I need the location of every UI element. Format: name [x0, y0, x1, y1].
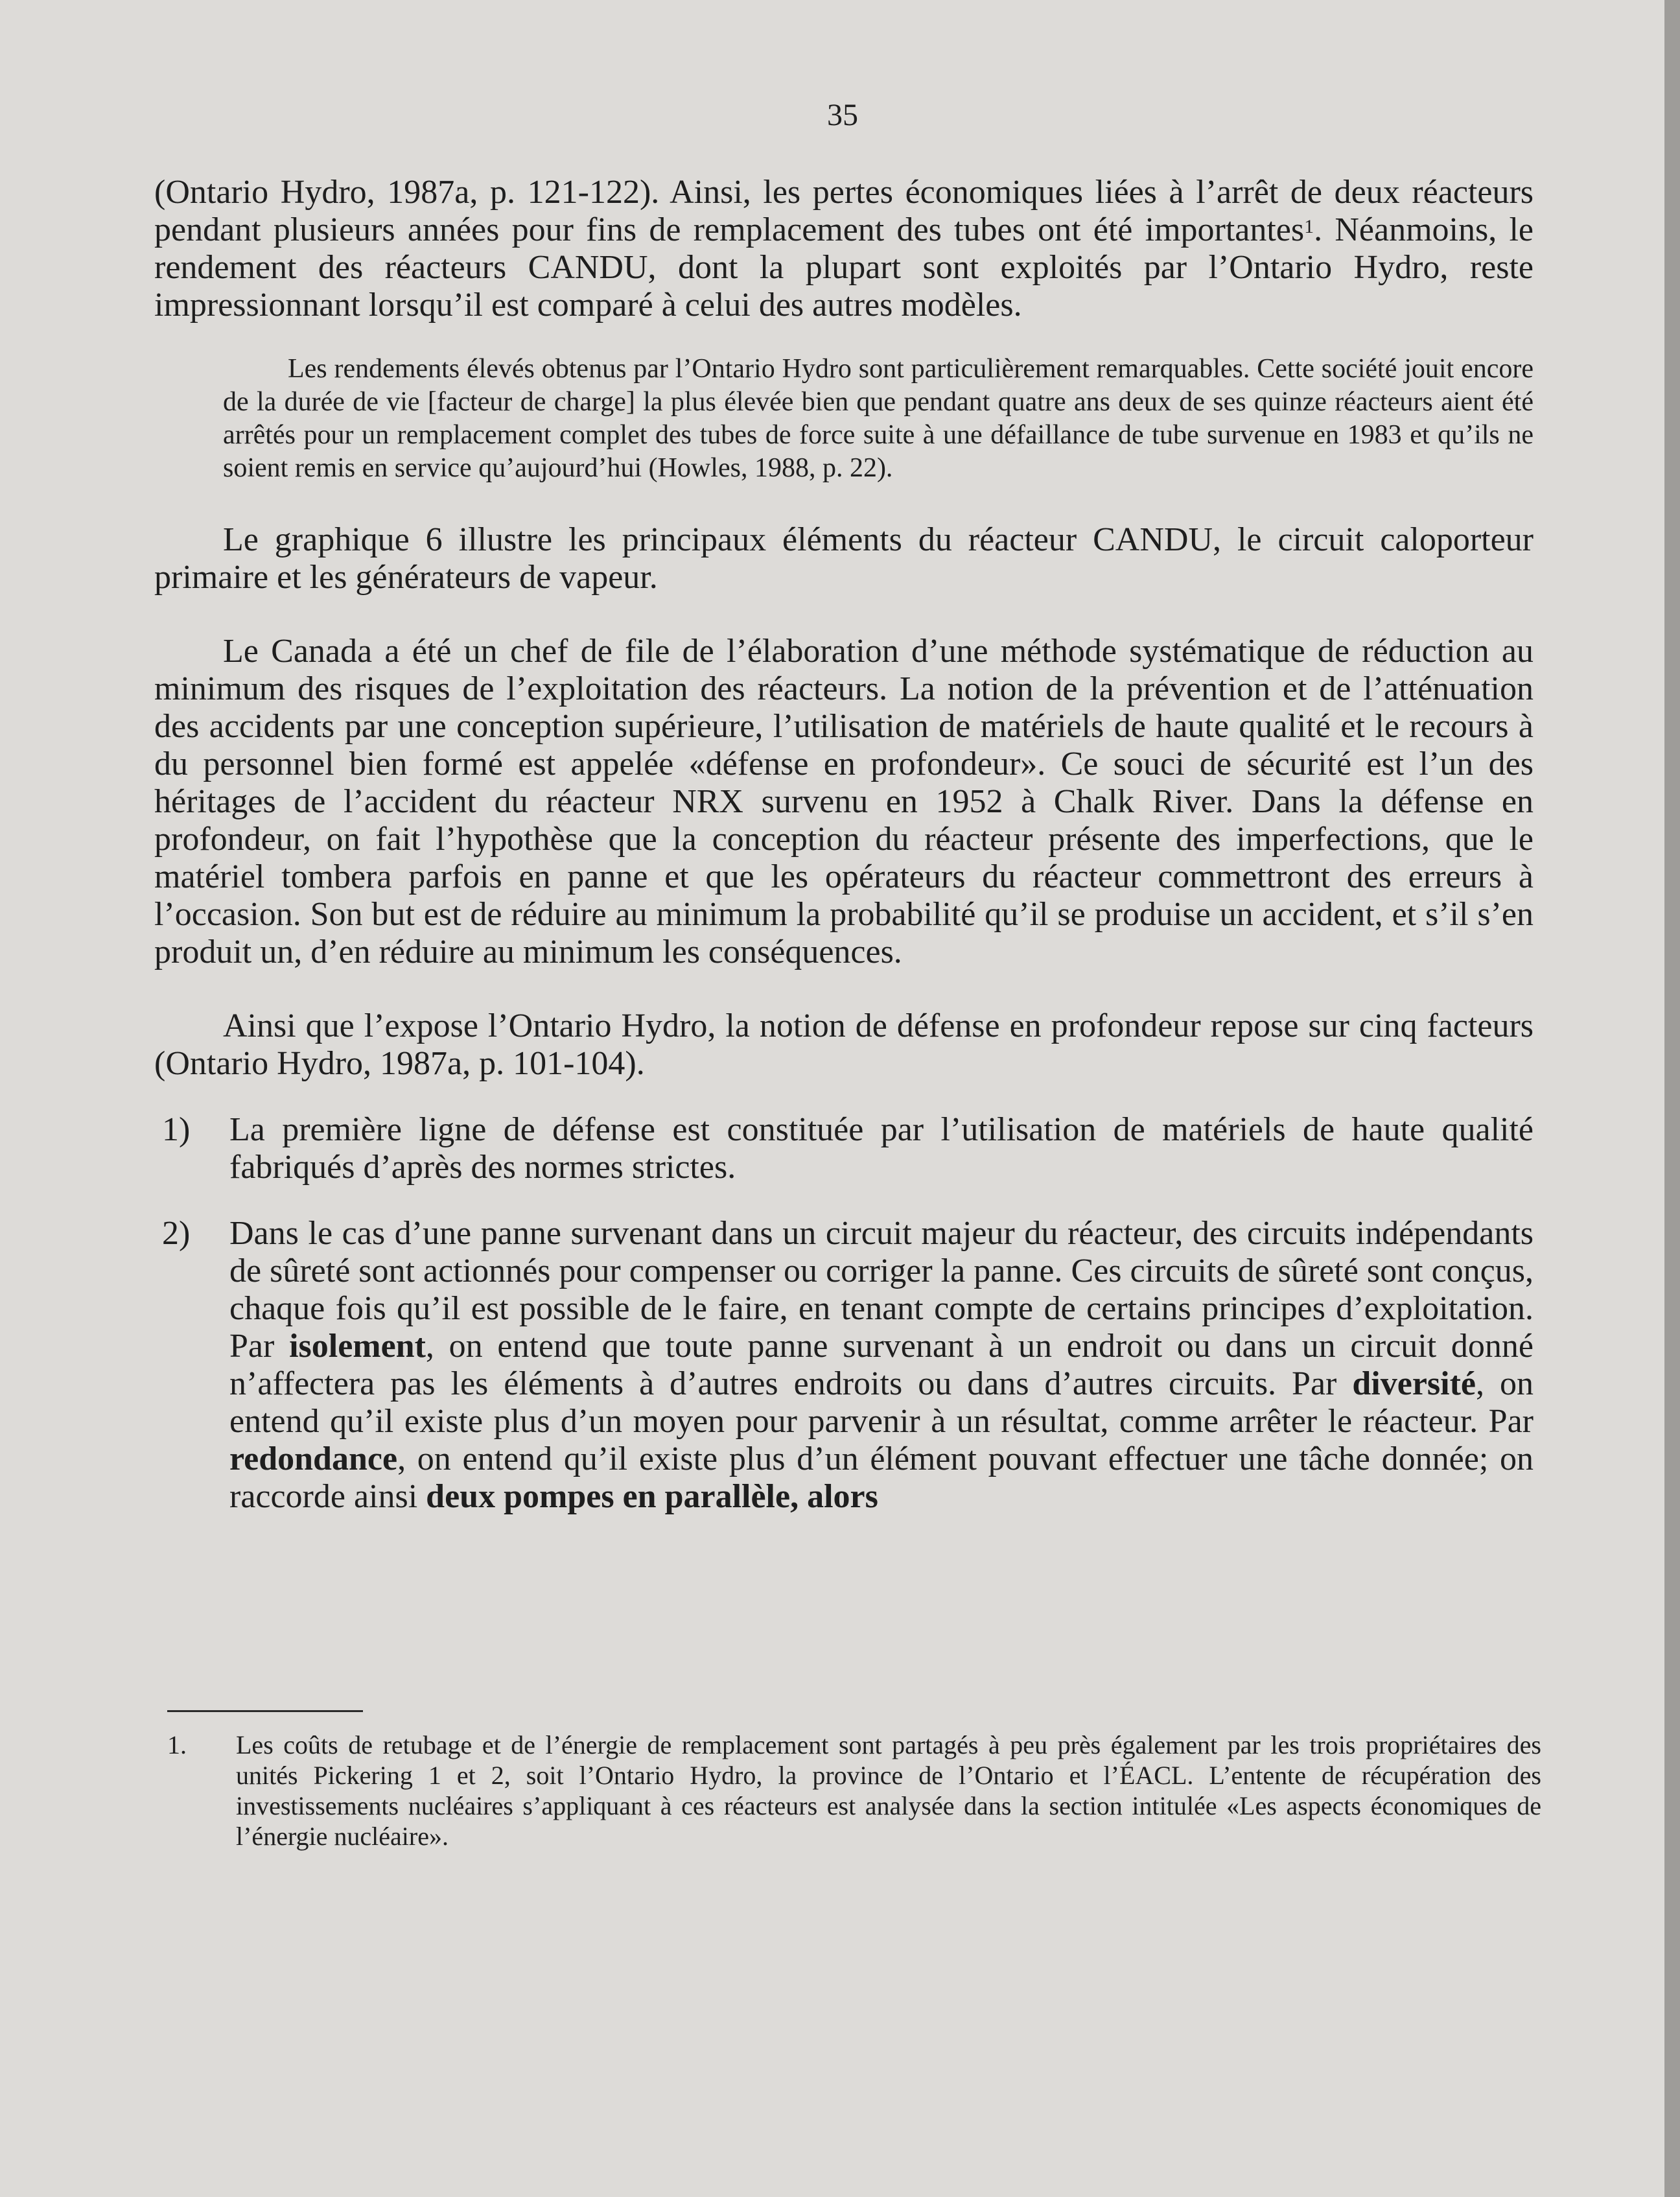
page-edge-shadow: [1664, 0, 1680, 2197]
list-item-2: [154, 1215, 1534, 1516]
list-item-2-number: 2): [162, 1215, 191, 1252]
page-number: 35: [827, 98, 858, 132]
paragraph-3: Le Canada a été un chef de file de l’élaboration d’une méthode systématique de réduction au minimum des risques de l’exploitation des réacteurs. La notion de la prévention et de l’atténuation des accidents par une conception supérieure, l’utilisation de matériels de haute qualité et le recours à du personnel bien formé est appelée «défense en profondeur». Ce souci de sécurité est l’un des héritages de l’accident du réacteur NRX survenu en 1952 à Chalk River. Dans la défense en profondeur, on fait l’hypothèse que la conception du réacteur présente des imperfections, que le matériel tombera parfois en panne et que les opérateurs du réacteur commettront des erreurs à l’occasion. Son but est de réduire au minimum la probabilité qu’il se produise un accident, et s’il s’en produit un, d’en réduire au minimum les conséquences.: [154, 633, 1534, 970]
list-item-2-text-4: , on entend qu’il existe plus d’un élément pouvant effectuer une tâche donnée; on raccorde ainsi: [229, 1440, 1534, 1515]
list-item-2-text-1: Dans le cas d’une panne survenant dans un circuit majeur du réacteur, des circuits indépendants de sûreté sont actionnés pour compenser ou corriger la panne. Ces circuits de sûreté sont conçus, chaque fois qu’il est possible de le faire, en tenant compte de certains principes d’exploitation. Par: [229, 1215, 1534, 1365]
paragraph-2: Le graphique 6 illustre les principaux éléments du réacteur CANDU, le circuit caloporteur primaire et les générateurs de vapeur.: [154, 521, 1534, 596]
term-pompes-paralleles: deux pompes en parallèle, alors: [426, 1478, 878, 1515]
list-item-2-text-2: , on entend que toute panne survenant à un endroit ou dans un circuit donné n’affectera pas les éléments à d’autres endroits ou dans d’autres circuits. Par: [229, 1328, 1534, 1402]
footnote-reference: 1: [1304, 216, 1314, 237]
body-text: [154, 174, 1534, 1516]
paragraph-1: [154, 174, 1534, 324]
term-diversite: diversité: [1352, 1365, 1476, 1402]
paragraph-1-part-a: (Ontario Hydro, 1987a, p. 121-122). Ainsi, les pertes économiques liées à l’arrêt de deux réacteurs pendant plusieurs années pour fins de remplacement des tubes ont été importantes: [154, 174, 1534, 248]
term-isolement: isolement: [289, 1328, 426, 1365]
list-item-1-number: 1): [162, 1111, 191, 1148]
block-quote-text: Les rendements élevés obtenus par l’Ontario Hydro sont particulièrement remarquables. Cette société jouit encore de la durée de vie [facteur de charge] la plus élevée bien que pendant quatre ans deux de ses quinze réacteurs aient été arrêtés pour un remplacement complet des tubes de force suite à une défaillance de tube survenue en 1983 et qu’ils ne soient remis en service qu’aujourd’hui (Howles, 1988, p. 22).: [223, 354, 1534, 483]
list-item-2-text-3: , on entend qu’il existe plus d’un moyen pour parvenir à un résultat, comme arrêter le réacteur. Par: [229, 1365, 1534, 1440]
list-item-1: [154, 1111, 1534, 1186]
paragraph-4: Ainsi que l’expose l’Ontario Hydro, la notion de défense en profondeur repose sur cinq facteurs (Ontario Hydro, 1987a, p. 101-104).: [154, 1007, 1534, 1082]
footnote-number: 1.: [167, 1730, 187, 1759]
footnote: [167, 1730, 1541, 1851]
term-redondance: redondance: [229, 1440, 398, 1477]
footnote-text: Les coûts de retubage et de l’énergie de remplacement sont partagés à peu près également par les trois propriétaires des unités Pickering 1 et 2, soit l’Ontario Hydro, la province de l’Ontario et l’ÉACL. L’entente de récupération des investissements nucléaires s’appliquant à ces réacteurs est analysée dans la section intitulée «Les aspects économiques de l’énergie nucléaire».: [236, 1730, 1541, 1851]
footnote-divider: [167, 1710, 363, 1712]
paragraph-1-part-b: . Néanmoins, le rendement des réacteurs CANDU, dont la plupart sont exploités par l’Ontario Hydro, reste impressionnant lorsqu’il est comparé à celui des autres modèles.: [154, 211, 1534, 323]
list-item-1-text: La première ligne de défense est constituée par l’utilisation de matériels de haute qualité fabriqués d’après des normes strictes.: [229, 1111, 1534, 1186]
block-quote: [223, 353, 1534, 485]
